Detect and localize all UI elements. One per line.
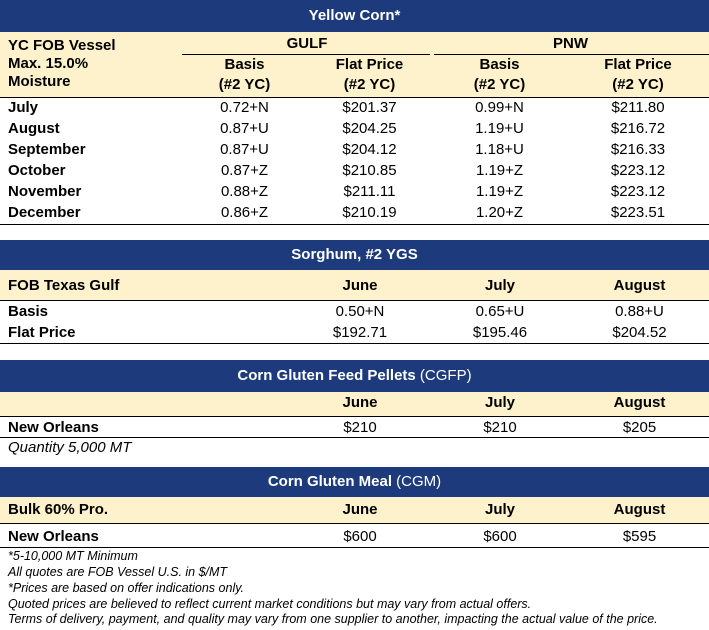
cgfp-col-june: June	[342, 394, 378, 411]
row-label: December	[8, 204, 81, 221]
footnote: All quotes are FOB Vessel U.S. in $/MT	[8, 565, 228, 579]
gulf-flat-cell: $210.19	[342, 204, 397, 221]
pnw-basis-cell: 1.18+U	[475, 141, 524, 158]
gulf-basis-cell: 0.72+N	[220, 99, 269, 116]
gulf-basis-cell: 0.87+Z	[220, 162, 269, 179]
sorghum-august-cell: 0.88+U	[615, 303, 664, 320]
yellow-corn-title: Yellow Corn*	[308, 7, 401, 24]
pnw-group-label: PNW	[553, 35, 588, 52]
gulf-flat-cell: $204.12	[342, 141, 397, 158]
sorghum-row-header: FOB Texas Gulf	[8, 277, 120, 294]
yc-bottom-rule	[0, 224, 709, 225]
row-label: August	[8, 120, 60, 137]
pnw-basis-cell: 1.19+Z	[475, 183, 524, 200]
footnote: Terms of delivery, payment, and quality may vary from one supplier to another, impacting the actual value of the price.	[8, 612, 658, 626]
cgfp-quantity-note: Quantity 5,000 MT	[8, 439, 132, 456]
row-label: November	[8, 183, 82, 200]
cgfp-title	[0, 367, 709, 384]
cgm-col-july: July	[484, 501, 515, 518]
cgfp-title-name: Corn Gluten Feed Pellets	[237, 367, 416, 384]
footnote: Quoted prices are believed to reflect current market conditions but may vary from actual offers.	[8, 597, 532, 611]
cgm-july-cell: $600	[483, 528, 517, 545]
cgm-row-header: Bulk 60% Pro.	[8, 501, 109, 518]
row-label: New Orleans	[8, 528, 99, 545]
yc-row-header-line-3: Moisture	[8, 73, 71, 90]
sorghum-bottom-rule	[0, 343, 709, 344]
pnw-flat-cell: $223.12	[610, 162, 666, 179]
pnw-basis-cell: 1.19+U	[475, 120, 524, 137]
pnw-basis-cell: 1.19+Z	[475, 162, 524, 179]
gulf-flat-cell: $211.11	[343, 183, 396, 200]
sorghum-june-cell: 0.50+N	[335, 303, 385, 320]
col-header-pnw-flat-sub: (#2 YC)	[612, 76, 664, 93]
cgm-title-name: Corn Gluten Meal	[267, 473, 393, 490]
col-header-pnw-basis-sub: (#2 YC)	[473, 76, 526, 93]
sorghum-col-june: June	[342, 277, 378, 294]
row-label: October	[8, 162, 66, 179]
pnw-flat-cell: $216.33	[610, 141, 666, 158]
cgfp-july-cell: $210	[483, 419, 517, 436]
pnw-flat-cell: $211.80	[611, 99, 665, 116]
col-header-gulf-flat-sub: (#2 YC)	[343, 76, 396, 93]
sorghum-august-cell: $204.52	[612, 324, 667, 341]
row-label: Basis	[8, 303, 49, 320]
yc-row-header-line-1: YC FOB Vessel	[8, 37, 116, 54]
row-label: New Orleans	[8, 419, 99, 436]
gulf-basis-cell: 0.86+Z	[220, 204, 269, 221]
cgm-bottom-rule	[0, 547, 709, 548]
footnote: *5-10,000 MT Minimum	[8, 549, 138, 563]
cgfp-title-abbrev: (CGFP)	[415, 367, 472, 384]
pnw-basis-cell: 0.99+N	[475, 99, 524, 116]
cgm-august-cell: $595	[622, 528, 657, 545]
gulf-basis-cell: 0.88+Z	[220, 183, 269, 200]
pnw-flat-cell: $223.12	[610, 183, 666, 200]
col-header-pnw-basis: Basis	[479, 56, 520, 73]
cgm-june-cell: $600	[343, 528, 377, 545]
cgfp-august-cell: $205	[622, 419, 657, 436]
col-header-gulf-basis: Basis	[224, 56, 265, 73]
pnw-flat-cell: $223.51	[610, 204, 666, 221]
pnw-basis-cell: 1.20+Z	[475, 204, 524, 221]
cgfp-header-rule	[0, 416, 709, 417]
cgfp-col-july: July	[484, 394, 515, 411]
yc-row-header-line-2: Max. 15.0%	[8, 55, 89, 72]
gulf-basis-cell: 0.87+U	[220, 120, 269, 137]
cgm-header-rule	[0, 523, 709, 524]
sorghum-header-rule	[0, 300, 709, 301]
gulf-flat-cell: $204.25	[342, 120, 397, 137]
cgfp-june-cell: $210	[343, 419, 377, 436]
sorghum-col-august: August	[613, 277, 666, 294]
row-label: September	[8, 141, 86, 158]
cgm-title-abbrev: (CGM)	[392, 473, 442, 490]
cgm-title	[0, 473, 709, 490]
sorghum-july-cell: 0.65+U	[475, 303, 525, 320]
sorghum-title: Sorghum, #2 YGS	[291, 246, 418, 263]
gulf-flat-cell: $210.85	[342, 162, 397, 179]
cgm-col-june: June	[342, 501, 378, 518]
sorghum-june-cell: $192.71	[332, 324, 388, 341]
footnote: *Prices are based on offer indications only.	[8, 581, 245, 595]
row-label: Flat Price	[8, 324, 76, 341]
col-header-pnw-flat: Flat Price	[604, 56, 672, 73]
sorghum-july-cell: $195.46	[472, 324, 528, 341]
sorghum-col-july: July	[484, 277, 515, 294]
gulf-basis-cell: 0.87+U	[220, 141, 269, 158]
row-label: July	[8, 99, 39, 116]
gulf-group-label: GULF	[286, 35, 328, 52]
col-header-gulf-basis-sub: (#2 YC)	[218, 76, 271, 93]
cgm-col-august: August	[613, 501, 666, 518]
col-header-gulf-flat: Flat Price	[335, 56, 404, 73]
pnw-flat-cell: $216.72	[610, 120, 666, 137]
cgfp-col-august: August	[613, 394, 666, 411]
gulf-flat-cell: $201.37	[342, 99, 397, 116]
